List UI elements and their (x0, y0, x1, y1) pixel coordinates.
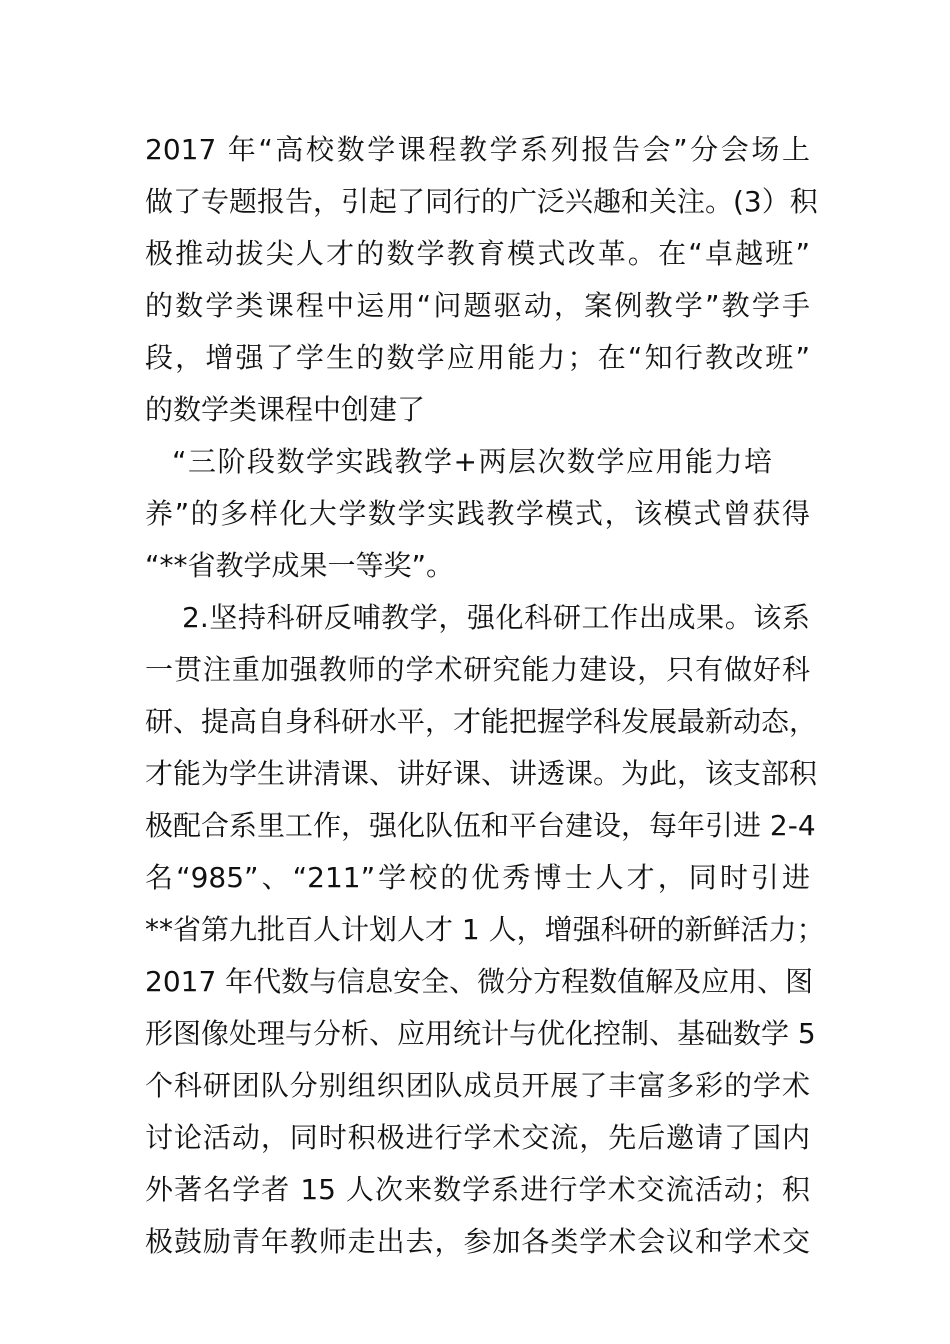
text-line-2: 做了专题报告，引起了同行的广泛兴趣和关注。(3）积 (145, 185, 818, 218)
text-line-22: 极鼓励青年教师走出去，参加各类学术会议和学术交 (145, 1225, 810, 1258)
text-line-21: 外著名学者 15 人次来数学系进行学术交流活动；积 (145, 1173, 810, 1206)
text-line-4: 的数学类课程中运用“问题驱动，案例教学”教学手 (145, 289, 810, 322)
text-line-10: 2.坚持科研反哺教学，强化科研工作出成果。该系 (182, 601, 810, 634)
text-line-15: 名“985”、“211”学校的优秀博士人才，同时引进 (145, 861, 810, 894)
text-line-17: 2017 年代数与信息安全、微分方程数值解及应用、图 (145, 965, 814, 998)
text-line-5: 段，增强了学生的数学应用能力；在“知行教改班” (145, 341, 810, 374)
text-line-16: **省第九批百人计划人才 1 人，增强科研的新鲜活力； (145, 913, 825, 946)
text-line-14: 极配合系里工作，强化队伍和平台建设，每年引进 2-4 (145, 809, 816, 842)
text-line-18: 形图像处理与分析、应用统计与优化控制、基础数学 5 (145, 1017, 816, 1050)
text-line-12: 研、提高自身科研水平，才能把握学科发展最新动态， (145, 705, 818, 738)
text-line-8: 养”的多样化大学数学实践教学模式，该模式曾获得 (145, 497, 810, 530)
text-line-9: “**省教学成果一等奖”。 (145, 549, 455, 582)
text-line-7: “三阶段数学实践教学+两层次数学应用能力培 (172, 445, 772, 478)
text-line-20: 讨论活动，同时积极进行学术交流，先后邀请了国内 (145, 1121, 810, 1154)
text-line-13: 才能为学生讲清课、讲好课、讲透课。为此，该支部积 (145, 757, 818, 790)
text-line-6: 的数学类课程中创建了 (145, 393, 426, 426)
text-line-19: 个科研团队分别组织团队成员开展了丰富多彩的学术 (145, 1069, 810, 1102)
text-line-11: 一贯注重加强教师的学术研究能力建设，只有做好科 (145, 653, 810, 686)
text-line-1: 2017 年“高校数学课程教学系列报告会”分会场上 (145, 133, 810, 166)
text-line-3: 极推动拔尖人才的数学教育模式改革。在“卓越班” (145, 237, 810, 270)
